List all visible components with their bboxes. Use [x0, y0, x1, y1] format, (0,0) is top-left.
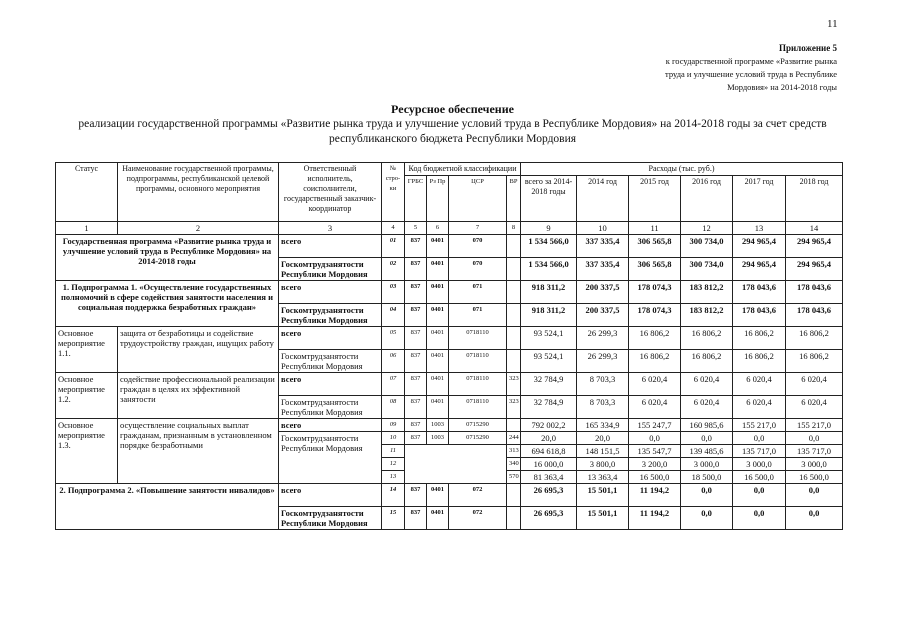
page-number: 11 [827, 18, 838, 30]
row-code-csr: 072 [449, 484, 507, 507]
row-code-empty [405, 445, 507, 484]
document-heading [0, 101, 905, 147]
row-value: 16 500,0 [786, 471, 843, 484]
row-value: 32 784,9 [521, 373, 577, 396]
row-code-grbs: 837 [405, 419, 427, 432]
header-grbs: ГРБС [405, 176, 427, 222]
row-value: 3 000,0 [681, 458, 733, 471]
row-name: содействие профессиональной реализации граждан в целях их эффективной занятости [118, 373, 279, 419]
row-value: 178 043,6 [733, 281, 786, 304]
row-value: 160 985,6 [681, 419, 733, 432]
row-value: 6 020,4 [681, 396, 733, 419]
row-executor: Госкомтрудзанятости Республики Мордовия [279, 432, 382, 484]
row-value: 694 618,8 [521, 445, 577, 458]
row-executor: всего [279, 484, 382, 507]
row-code-rz: 1003 [427, 432, 449, 445]
row-value: 3 000,0 [786, 458, 843, 471]
row-code-rz: 1003 [427, 419, 449, 432]
table-body [56, 235, 843, 530]
table-row [56, 419, 843, 432]
row-value: 155 217,0 [733, 419, 786, 432]
header-rz-pr: Рз Пр [427, 176, 449, 222]
header-budget-code: Код бюджетной классификации [405, 163, 521, 176]
row-code-grbs: 837 [405, 235, 427, 258]
row-value: 15 501,1 [577, 484, 629, 507]
appendix-note [577, 42, 837, 94]
header-2016: 2016 год [681, 176, 733, 222]
row-code-vr: 323 [507, 373, 521, 396]
row-code-rz: 0401 [427, 373, 449, 396]
row-value: 13 363,4 [577, 471, 629, 484]
row-value: 16 806,2 [681, 327, 733, 350]
row-code-vr [507, 304, 521, 327]
row-code-vr: 340 [507, 458, 521, 471]
row-number: 08 [382, 396, 405, 419]
row-code-csr: 071 [449, 281, 507, 304]
row-code-grbs: 837 [405, 396, 427, 419]
row-value: 183 812,2 [681, 281, 733, 304]
row-number: 04 [382, 304, 405, 327]
header-vr: ВР [507, 176, 521, 222]
row-code-grbs: 837 [405, 327, 427, 350]
row-value: 16 806,2 [733, 327, 786, 350]
row-value: 1 534 566,0 [521, 258, 577, 281]
row-executor: Госкомтрудзанятости Республики Мордовия [279, 350, 382, 373]
row-title: 1. Подпрограмма 1. «Осуществление государственных полномочий в сфере содействия занятости населения и социальная поддержка безработных граждан» [56, 281, 279, 327]
header-2014: 2014 год [577, 176, 629, 222]
row-value: 26 299,3 [577, 350, 629, 373]
row-value: 16 806,2 [629, 350, 681, 373]
row-number: 11 [382, 445, 405, 458]
table-row [56, 281, 843, 304]
row-executor: всего [279, 281, 382, 304]
document-title: Ресурсное обеспечение [391, 102, 514, 116]
row-value: 200 337,5 [577, 304, 629, 327]
row-code-grbs: 837 [405, 432, 427, 445]
row-value: 294 965,4 [733, 258, 786, 281]
row-value: 26 299,3 [577, 327, 629, 350]
column-number: 9 [521, 222, 577, 235]
row-value: 0,0 [733, 432, 786, 445]
header-total: всего за 2014-2018 годы [521, 176, 577, 222]
row-executor: Госкомтрудзанятости Республики Мордовия [279, 396, 382, 419]
row-value: 0,0 [786, 484, 843, 507]
row-value: 6 020,4 [733, 396, 786, 419]
row-code-vr [507, 484, 521, 507]
row-code-grbs: 837 [405, 507, 427, 530]
appendix-line: к государственной программе «Развитие рынка [665, 56, 837, 66]
row-code-rz: 0401 [427, 258, 449, 281]
row-code-vr [507, 507, 521, 530]
row-value: 16 500,0 [733, 471, 786, 484]
row-code-vr: 323 [507, 396, 521, 419]
row-code-csr: 0715290 [449, 432, 507, 445]
row-code-grbs: 837 [405, 373, 427, 396]
row-code-vr [507, 350, 521, 373]
row-value: 3 000,0 [733, 458, 786, 471]
table-row [56, 373, 843, 396]
row-value: 0,0 [733, 484, 786, 507]
row-code-rz: 0401 [427, 327, 449, 350]
row-code-csr: 0718110 [449, 327, 507, 350]
row-code-vr [507, 258, 521, 281]
row-code-vr: 244 [507, 432, 521, 445]
table-row [56, 484, 843, 507]
table-row [56, 327, 843, 350]
row-value: 8 703,3 [577, 396, 629, 419]
row-value: 3 800,0 [577, 458, 629, 471]
row-value: 26 695,3 [521, 507, 577, 530]
row-name: осуществление социальных выплат гражданам, признанным в установленном порядке безработными [118, 419, 279, 484]
row-number: 13 [382, 471, 405, 484]
row-value: 300 734,0 [681, 235, 733, 258]
header-status: Статус [56, 163, 118, 222]
header-2015: 2015 год [629, 176, 681, 222]
column-number: 1 [56, 222, 118, 235]
row-code-grbs: 837 [405, 350, 427, 373]
row-code-rz: 0401 [427, 281, 449, 304]
row-executor: Госкомтрудзанятости Республики Мордовия [279, 304, 382, 327]
row-value: 918 311,2 [521, 304, 577, 327]
row-number: 10 [382, 432, 405, 445]
row-value: 155 217,0 [786, 419, 843, 432]
row-number: 01 [382, 235, 405, 258]
row-code-vr: 570 [507, 471, 521, 484]
row-code-csr: 0718110 [449, 350, 507, 373]
row-code-rz: 0401 [427, 507, 449, 530]
row-value: 11 194,2 [629, 484, 681, 507]
header-expenses: Расходы (тыс. руб.) [521, 163, 843, 176]
row-code-csr: 070 [449, 258, 507, 281]
row-value: 165 334,9 [577, 419, 629, 432]
row-value: 16 806,2 [681, 350, 733, 373]
row-code-rz: 0401 [427, 396, 449, 419]
row-code-vr [507, 281, 521, 304]
row-value: 0,0 [681, 507, 733, 530]
row-code-csr: 0715290 [449, 419, 507, 432]
row-title: Государственная программа «Развитие рынка труда и улучшение условий труда в Республике Мордовия» на 2014-2018 годы [56, 235, 279, 281]
row-code-csr: 0718110 [449, 396, 507, 419]
row-status: Основное мероприятие 1.3. [56, 419, 118, 484]
row-code-vr [507, 235, 521, 258]
row-number: 05 [382, 327, 405, 350]
row-value: 16 000,0 [521, 458, 577, 471]
row-code-rz: 0401 [427, 304, 449, 327]
row-value: 792 002,2 [521, 419, 577, 432]
row-value: 178 043,6 [786, 304, 843, 327]
row-value: 16 806,2 [733, 350, 786, 373]
row-value: 3 200,0 [629, 458, 681, 471]
row-value: 32 784,9 [521, 396, 577, 419]
row-number: 09 [382, 419, 405, 432]
row-value: 337 335,4 [577, 258, 629, 281]
row-value: 6 020,4 [629, 373, 681, 396]
row-value: 11 194,2 [629, 507, 681, 530]
row-code-grbs: 837 [405, 304, 427, 327]
row-code-vr [507, 327, 521, 350]
column-number: 10 [577, 222, 629, 235]
row-value: 139 485,6 [681, 445, 733, 458]
column-number: 4 [382, 222, 405, 235]
row-number: 06 [382, 350, 405, 373]
column-number: 6 [427, 222, 449, 235]
row-status: Основное мероприятие 1.1. [56, 327, 118, 373]
row-code-grbs: 837 [405, 281, 427, 304]
header-row-number: № стро-ки [382, 163, 405, 222]
row-value: 148 151,5 [577, 445, 629, 458]
row-executor: Госкомтрудзанятости Республики Мордовия [279, 258, 382, 281]
row-value: 135 717,0 [786, 445, 843, 458]
row-value: 178 074,3 [629, 281, 681, 304]
row-executor: всего [279, 419, 382, 432]
row-value: 155 247,7 [629, 419, 681, 432]
row-executor: всего [279, 235, 382, 258]
row-value: 0,0 [681, 432, 733, 445]
row-value: 16 806,2 [786, 327, 843, 350]
row-value: 918 311,2 [521, 281, 577, 304]
appendix-title: Приложение 5 [778, 43, 837, 53]
row-value: 294 965,4 [733, 235, 786, 258]
row-value: 6 020,4 [629, 396, 681, 419]
row-value: 306 565,8 [629, 258, 681, 281]
row-value: 16 806,2 [786, 350, 843, 373]
row-code-vr: 313 [507, 445, 521, 458]
row-value: 178 043,6 [733, 304, 786, 327]
row-value: 8 703,3 [577, 373, 629, 396]
row-value: 178 043,6 [786, 281, 843, 304]
row-value: 0,0 [629, 432, 681, 445]
header-2018: 2018 год [786, 176, 843, 222]
header-csr: ЦСР [449, 176, 507, 222]
row-value: 178 074,3 [629, 304, 681, 327]
row-value: 294 965,4 [786, 258, 843, 281]
row-value: 337 335,4 [577, 235, 629, 258]
row-number: 14 [382, 484, 405, 507]
row-value: 93 524,1 [521, 327, 577, 350]
appendix-line: Мордовия» на 2014-2018 годы [727, 82, 837, 92]
column-number: 12 [681, 222, 733, 235]
row-name: защита от безработицы и содействие трудоустройству граждан, ищущих работу [118, 327, 279, 373]
row-value: 1 534 566,0 [521, 235, 577, 258]
row-code-csr: 071 [449, 304, 507, 327]
resource-table [55, 162, 843, 530]
row-value: 16 500,0 [629, 471, 681, 484]
row-value: 135 717,0 [733, 445, 786, 458]
row-code-rz: 0401 [427, 350, 449, 373]
column-number: 2 [118, 222, 279, 235]
row-value: 306 565,8 [629, 235, 681, 258]
row-value: 0,0 [786, 432, 843, 445]
row-number: 02 [382, 258, 405, 281]
row-value: 6 020,4 [786, 396, 843, 419]
row-number: 12 [382, 458, 405, 471]
row-executor: всего [279, 373, 382, 396]
row-number: 15 [382, 507, 405, 530]
row-code-grbs: 837 [405, 484, 427, 507]
row-value: 16 806,2 [629, 327, 681, 350]
row-value: 15 501,1 [577, 507, 629, 530]
header-name: Наименование государственной программы, подпрограммы, республиканской целевой программы, основного мероприятия [118, 163, 279, 222]
row-code-rz: 0401 [427, 235, 449, 258]
row-value: 26 695,3 [521, 484, 577, 507]
header-row [56, 163, 843, 176]
column-number: 3 [279, 222, 382, 235]
column-number: 11 [629, 222, 681, 235]
column-number: 8 [507, 222, 521, 235]
header-2017: 2017 год [733, 176, 786, 222]
row-value: 6 020,4 [786, 373, 843, 396]
row-status: Основное мероприятие 1.2. [56, 373, 118, 419]
column-number: 14 [786, 222, 843, 235]
column-number: 13 [733, 222, 786, 235]
row-value: 6 020,4 [681, 373, 733, 396]
header-executor: Ответственный исполнитель, соисполнители, государственный заказчик-координатор [279, 163, 382, 222]
row-value: 20,0 [577, 432, 629, 445]
row-code-grbs: 837 [405, 258, 427, 281]
row-value: 294 965,4 [786, 235, 843, 258]
row-executor: Госкомтрудзанятости Республики Мордовия [279, 507, 382, 530]
row-code-csr: 0718110 [449, 373, 507, 396]
row-code-csr: 072 [449, 507, 507, 530]
row-number: 07 [382, 373, 405, 396]
row-code-rz: 0401 [427, 484, 449, 507]
table-row [56, 235, 843, 258]
column-number: 7 [449, 222, 507, 235]
row-value: 20,0 [521, 432, 577, 445]
document-subtitle-line: реализации государственной программы «Развитие рынка труда и улучшение условий труда в Республике Мордовия» на 2014-2018 годы за счет средств [78, 118, 827, 130]
row-value: 93 524,1 [521, 350, 577, 373]
row-value: 6 020,4 [733, 373, 786, 396]
row-value: 200 337,5 [577, 281, 629, 304]
row-value: 0,0 [786, 507, 843, 530]
row-value: 0,0 [733, 507, 786, 530]
column-numbers-row [56, 222, 843, 235]
row-number: 03 [382, 281, 405, 304]
row-value: 183 812,2 [681, 304, 733, 327]
row-value: 0,0 [681, 484, 733, 507]
row-value: 300 734,0 [681, 258, 733, 281]
row-code-csr: 070 [449, 235, 507, 258]
row-value: 81 363,4 [521, 471, 577, 484]
row-code-vr [507, 419, 521, 432]
document-subtitle-line: республиканского бюджета Республики Мордовия [328, 133, 577, 145]
row-value: 135 547,7 [629, 445, 681, 458]
row-executor: всего [279, 327, 382, 350]
appendix-line: труда и улучшение условий труда в Республике [665, 69, 837, 79]
row-title: 2. Подпрограмма 2. «Повышение занятости инвалидов» [56, 484, 279, 530]
row-value: 18 500,0 [681, 471, 733, 484]
column-number: 5 [405, 222, 427, 235]
